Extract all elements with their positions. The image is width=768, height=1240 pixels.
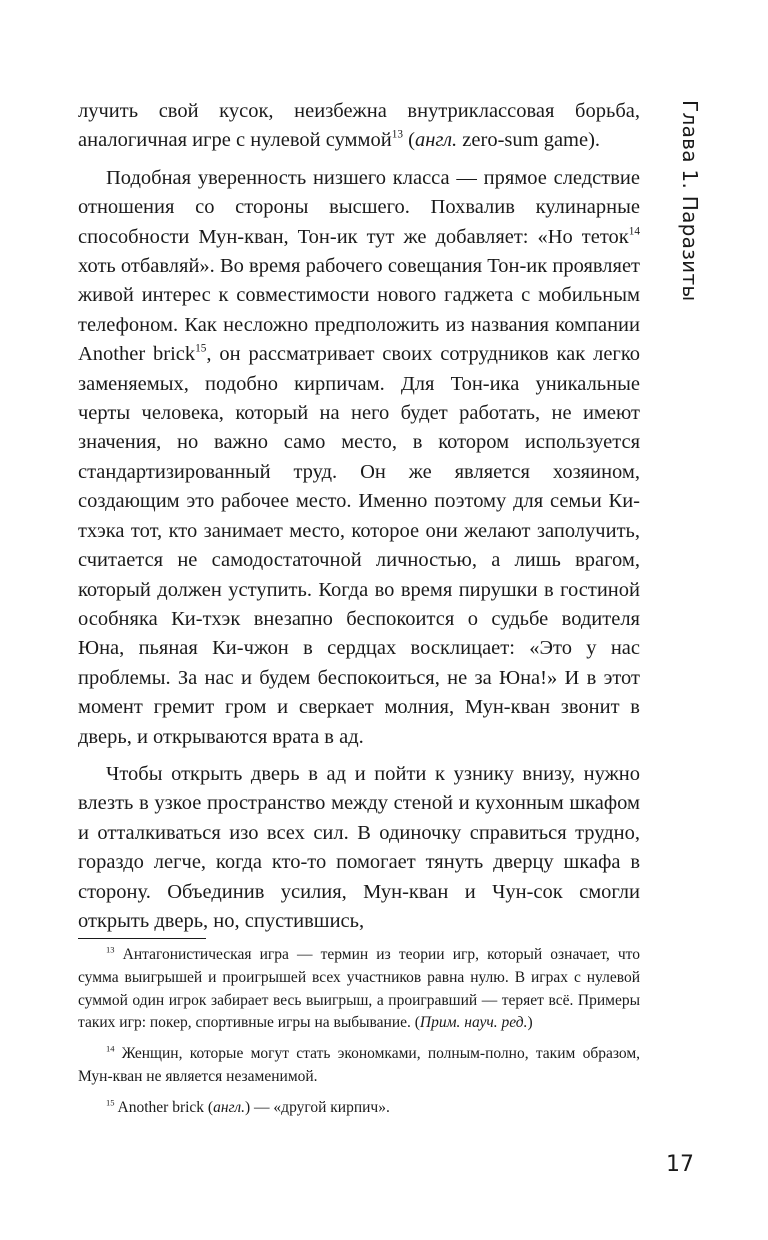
footnote-number: 15	[106, 1097, 115, 1108]
footnote-ref-13[interactable]: 13	[391, 128, 403, 141]
footnote-ref-14[interactable]: 14	[628, 225, 640, 238]
paragraph-text: хоть отбавляй». Во время рабочего совещания Тон-ик проявляет живой интерес к совместимости нового гаджета с мобильным телефоном. Как несложно предположить из названия компании Another brick	[78, 255, 640, 366]
footnote-number: 13	[106, 944, 115, 955]
paragraph-2	[78, 164, 640, 752]
paragraph-text: (	[403, 129, 415, 152]
footnote-14	[78, 1043, 640, 1089]
footnote-text: )	[527, 1014, 533, 1032]
footnote-text: Женщин, которые могут стать экономками, полным-полно, таким образом, Мун-кван не является незаменимой.	[78, 1045, 640, 1085]
footnote-text: ) — «другой кирпич».	[245, 1098, 390, 1116]
footnote-15	[78, 1097, 640, 1120]
paragraph-text: zero-sum game).	[457, 129, 601, 152]
footnote-ref-15[interactable]: 15	[195, 342, 207, 355]
footnote-number: 14	[106, 1043, 115, 1054]
paragraph-text: Подобная уверенность низшего класса — прямое следствие отношения со стороны высшего. Похвалив кулинарные способности Мун-кван, Тон-ик тут же добавляет: «Но теток	[78, 166, 640, 248]
footnote-text: Антагонистическая игра — термин из теории игр, который означает, что сумма выигрышей и проигрышей всех участников равна нулю. В играх с нулевой суммой один игрок забирает весь выигрыш, а проигравший — теряет всё. Примеры таких игр: покер, спортивные игры на выбывание. (	[78, 946, 640, 1032]
footnote-text: Another brick (	[114, 1098, 214, 1116]
footnote-13	[78, 944, 640, 1035]
running-head: Глава 1. Паразиты	[678, 100, 702, 302]
paragraph-text: лучить свой кусок, неизбежна внутриклассовая борьба, аналогичная игре с нулевой суммой	[78, 100, 640, 152]
main-text	[78, 97, 640, 936]
page-number: 17	[666, 1152, 694, 1177]
editor-note: Прим. науч. ред.	[419, 1014, 528, 1032]
language-note: англ.	[414, 129, 458, 152]
paragraph-3: Чтобы открыть дверь в ад и пойти к узнику внизу, нужно влезть в узкое пространство между стеной и кухонным шкафом и отталкиваться изо всех сил. В одиночку справиться трудно, гораздо легче, когда кто-то помогает тянуть дверцу шкафа в сторону. Объединив усилия, Мун-кван и Чун-сок смогли открыть дверь, но, спустившись,	[78, 762, 640, 932]
language-note: англ.	[213, 1098, 246, 1116]
footnote-divider	[78, 938, 206, 939]
paragraph-1	[78, 97, 640, 156]
footnotes	[78, 944, 640, 1128]
paragraph-text: , он рассматривает своих сотрудников как легко заменяемых, подобно кирпичам. Для Тон-ика уникальные черты человека, который на него будет работать, не имеют значения, но важно само место, в котором используется стандартизированный труд. Он же является хозяином, создающим это рабочее место. Именно поэтому для семьи Ки-тхэка тот, кто занимает место, которое они желают заполучить, считается не самодостаточной личностью, а лишь врагом, который должен уступить. Когда во время пирушки в гостиной особняка Ки-тхэк внезапно беспокоится о судьбе водителя Юна, пьяная Ки-чжон в сердцах восклицает: «Это у нас проблемы. За нас и будем беспокоиться, не за Юна!» И в этот момент гремит гром и сверкает молния, Мун-кван звонит в дверь, и открываются врата в ад.	[78, 343, 640, 748]
